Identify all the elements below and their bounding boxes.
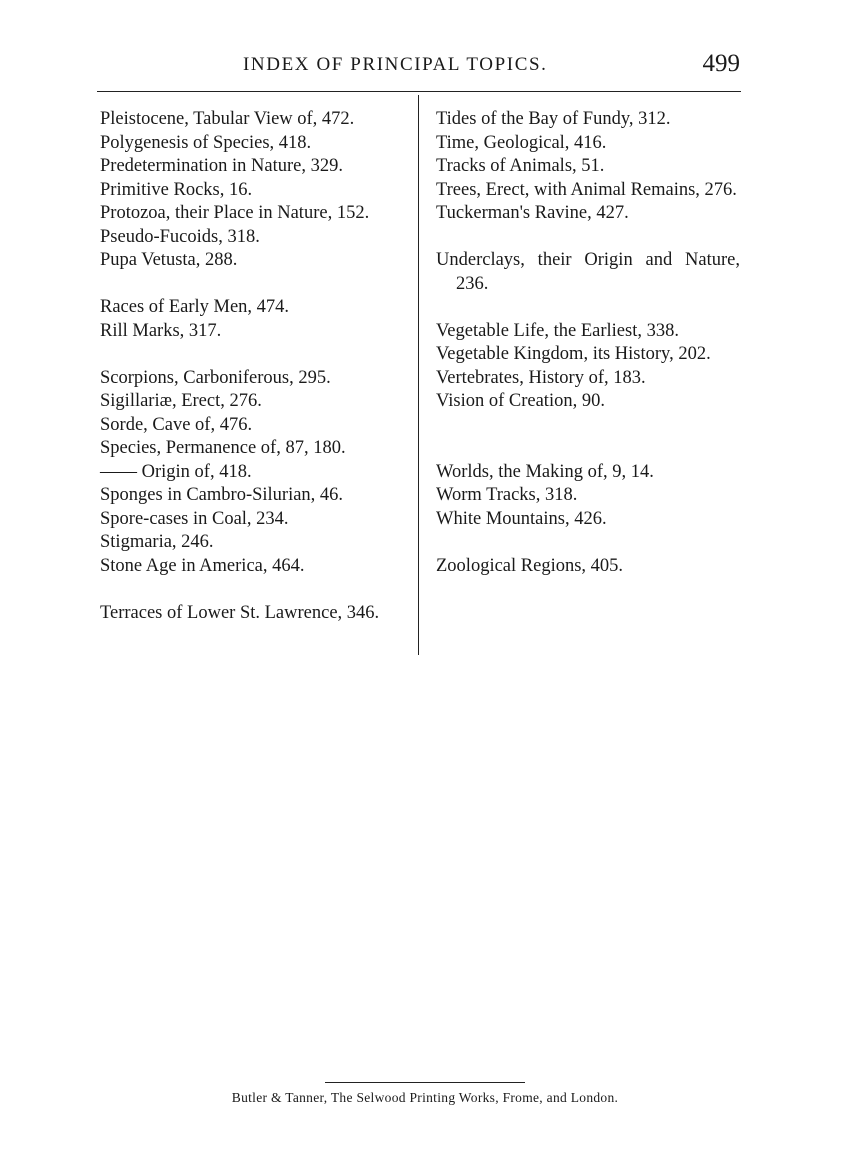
index-entry: —— Origin of, 418. [100,461,252,482]
index-entry: Time, Geological, 416. [436,132,607,153]
footer-rule [325,1082,525,1083]
index-entry: Stone Age in America, 464. [100,555,305,576]
index-entry: Tracks of Animals, 51. [436,156,605,176]
index-entry: Zoological Regions, 405. [436,555,624,576]
column-divider [418,95,419,655]
index-group-r [100,296,405,343]
index-entry: Vertebrates, History of, 183. [436,367,646,388]
index-group-z [436,555,740,579]
index-entry: Species, Permanence of, 87, 180. [100,438,346,458]
index-entry: Races of Early Men, 474. [100,297,290,317]
index-entry: Pleistocene, Tabular View of, 472. [100,109,355,129]
index-entry: Tides of the Bay of Fundy, 312. [436,109,671,129]
index-entry: Spore-cases in Coal, 234. [100,508,289,529]
index-entry: Sorde, Cave of, 476. [100,414,253,435]
index-entry: Scorpions, Carboniferous, 295. [100,367,331,388]
index-entry: Vegetable Life, the Earliest, 338. [436,320,679,341]
index-entry: Sigillariæ, Erect, 276. [100,391,262,411]
index-column-left [100,108,405,649]
index-entry: Stigmaria, 246. [100,532,214,552]
running-title: INDEX OF PRINCIPAL TOPICS. [243,54,548,75]
index-entry: Primitive Rocks, 16. [100,179,253,200]
index-entry: Vegetable Kingdom, its History, 202. [436,344,711,364]
index-entry: Vision of Creation, 90. [436,391,605,411]
index-entry: Predetermination in Nature, 329. [100,156,344,176]
index-entry: Trees, Erect, with Animal Remains, 276. [436,179,737,200]
index-entry: Pupa Vetusta, 288. [100,250,238,270]
header-rule [97,91,741,92]
index-entry: Polygenesis of Species, 418. [100,132,312,153]
index-entry: Worlds, the Making of, 9, 14. [436,461,654,482]
index-group-t [436,108,740,226]
index-entry: Terraces of Lower St. Lawrence, 346. [100,602,380,623]
index-entry: Protozoa, their Place in Nature, 152. [100,203,370,223]
index-group-s [100,367,405,579]
index-entry: White Mountains, 426. [436,508,607,529]
index-entry: Tuckerman's Ravine, 427. [436,203,629,223]
index-group-t [100,602,405,626]
index-group-p [100,108,405,273]
running-head [98,50,740,82]
index-group-w [436,461,740,532]
page-number: 499 [702,50,740,77]
index-entry: Sponges in Cambro-Silurian, 46. [100,485,344,505]
index-group-u [436,249,740,296]
index-column-right [436,108,740,602]
index-entry: Underclays, their Origin and Nature, 236. [436,250,740,294]
index-entry: Pseudo-Fucoids, 318. [100,226,260,247]
index-entry: Rill Marks, 317. [100,320,222,341]
index-entry: Worm Tracks, 318. [436,485,578,505]
index-group-v [436,320,740,414]
printer-imprint: Butler & Tanner, The Selwood Printing Works, Frome, and London. [231,1090,619,1105]
